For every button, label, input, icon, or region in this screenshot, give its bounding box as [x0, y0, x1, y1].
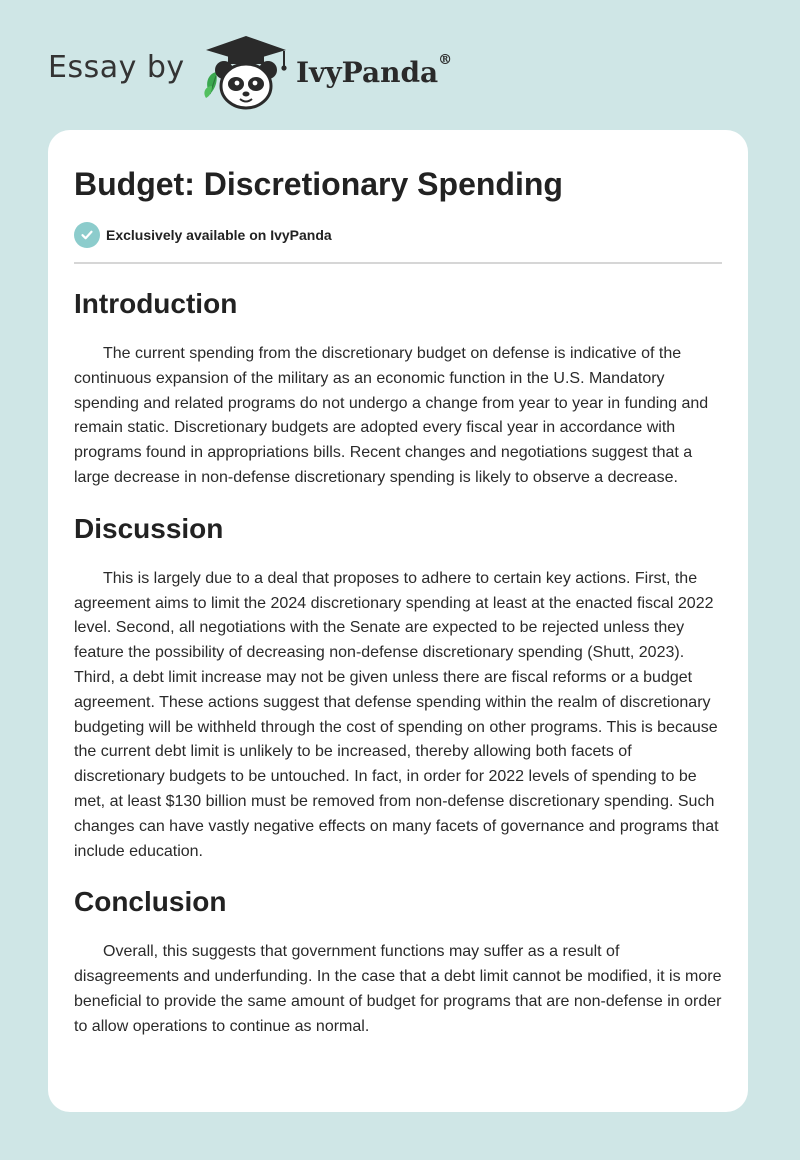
title-divider	[74, 262, 722, 264]
site-header	[0, 0, 800, 130]
paragraph-discussion: This is largely due to a deal that proposes to adhere to certain key actions. First, the agreement aims to limit the 2024 discretionary spending at least at the enacted fiscal 2022 level. Second, all negotiations with the Senate are expected to be rejected unless they feature the possibility of decreasing non-defense discretionary spending (Shutt, 2023). Third, a debt limit increase may not be given unless there are fiscal reforms or a budget agreement. These actions suggest that defense spending within the realm of discretionary budgeting will be withheld through the cost of spending on other programs. This is because the current debt limit is unlikely to be increased, thereby allowing both facets of discretionary budgets to be untouched. In fact, in order for 2022 levels of spending to be met, at least $130 billion must be removed from non-defense discretionary spending. Such changes can have vastly negative effects on many facets of governance and programs that include education.	[74, 569, 719, 860]
section-heading-conclusion: Conclusion	[74, 886, 227, 918]
check-circle-icon	[74, 222, 100, 248]
registered-mark: ®	[438, 52, 453, 68]
brand-prefix: Essay by	[48, 50, 185, 85]
section-heading-discussion: Discussion	[74, 512, 224, 544]
badge-label: Exclusively available on IvyPanda	[106, 227, 332, 243]
page-title: Budget: Discretionary Spending	[74, 166, 563, 202]
paragraph-introduction: The current spending from the discretionary budget on defense is indicative of the continuous expansion of the military as an economic function in the U.S. Mandatory spending and related programs do not undergo a change from year to year in funding and remain static. Discretionary budgets are adopted every fiscal year in accordance with programs found in appropriations bills. Recent changes and negotiations suggest that a large decrease in non-defense discretionary spending is likely to observe a decrease.	[74, 345, 709, 486]
panda-graduate-icon	[200, 32, 292, 112]
exclusive-badge	[74, 222, 722, 248]
article-card	[48, 130, 748, 1112]
section-heading-introduction: Introduction	[74, 288, 238, 319]
brand-name: IvyPanda®	[296, 52, 453, 89]
paragraph-conclusion: Overall, this suggests that government functions may suffer as a result of disagreements and underfunding. In the case that a debt limit cannot be modified, it is more beneficial to provide the same amount of budget for programs that are non-defense in order to allow operations to continue as normal.	[74, 943, 722, 1035]
